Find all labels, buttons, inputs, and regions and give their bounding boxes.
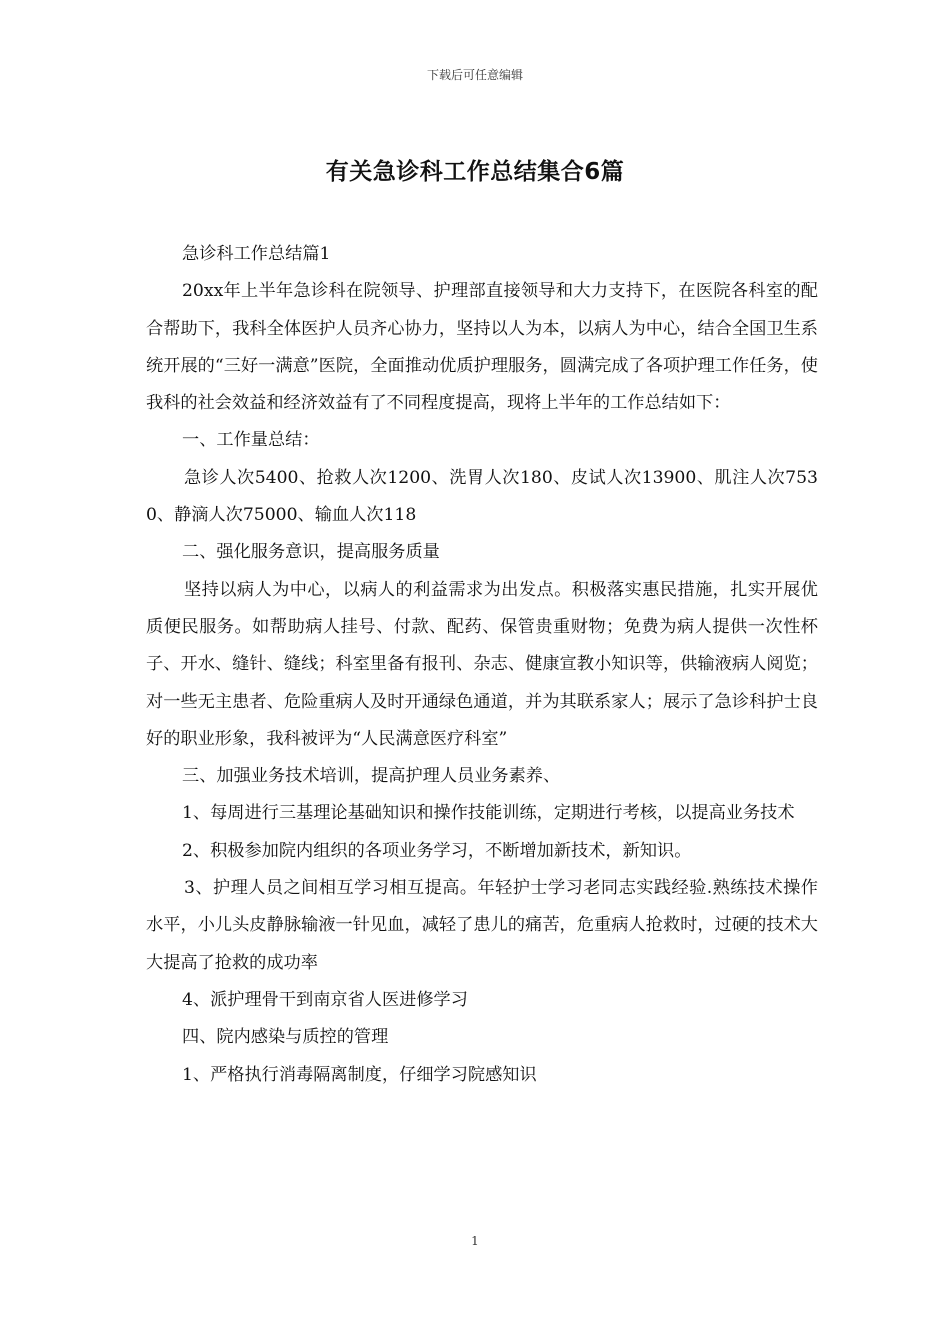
infection-item-1: 1、严格执行消毒隔离制度，仔细学习院感知识 xyxy=(182,1064,537,1085)
header-note: 下载后可任意编辑 xyxy=(426,68,523,82)
workload-paragraph: 急诊人次5400、抢救人次1200、洗胃人次180、皮试人次13900、肌注人次7530、静滴人次75000、输血人次118 xyxy=(146,467,818,526)
document-title: 有关急诊科工作总结集合6篇 xyxy=(325,159,625,185)
training-item-1: 1、每周进行三基理论基础知识和操作技能训练，定期进行考核，以提高业务技术 xyxy=(182,803,795,824)
training-item-2: 2、积极参加院内组织的各项业务学习，不断增加新技术，新知识。 xyxy=(182,840,692,861)
section-heading-workload: 一、工作量总结： xyxy=(182,430,320,451)
page-number: 1 xyxy=(471,1234,479,1248)
section-heading-1: 急诊科工作总结篇1 xyxy=(182,244,331,264)
section-heading-training: 三、加强业务技术培训，提高护理人员业务素养、 xyxy=(182,766,561,787)
intro-paragraph: 20xx年上半年急诊科在院领导、护理部直接领导和大力支持下，在医院各科室的配合帮助下，我科全体医护人员齐心协力，坚持以人为本，以病人为中心，结合全国卫生系统开展的“三好一满意”医院，全面推动优质护理服务，圆满完成了各项护理工作任务，使我科的社会效益和经济效益有了不同程度提高，现将上半年的工作总结如下： xyxy=(146,281,818,414)
section-heading-service: 二、强化服务意识，提高服务质量 xyxy=(182,542,440,563)
training-item-3: 3、护理人员之间相互学习相互提高。年轻护士学习老同志实践经验.熟练技术操作水平，小儿头皮静脉输液一针见血，减轻了患儿的痛苦，危重病人抢救时，过硬的技术大大提高了抢救的成功率 xyxy=(146,878,818,973)
training-item-4: 4、派护理骨干到南京省人医进修学习 xyxy=(182,989,468,1010)
service-paragraph: 坚持以病人为中心，以病人的利益需求为出发点。积极落实惠民措施，扎实开展优质便民服务。如帮助病人挂号、付款、配药、保管贵重财物；免费为病人提供一次性杯子、开水、缝针、缝线；科室里备有报刊、杂志、健康宣教小知识等，供输液病人阅览；对一些无主患者、危险重病人及时开通绿色通道，并为其联系家人；展示了急诊科护士良好的职业形象，我科被评为“人民满意医疗科室” xyxy=(146,579,818,749)
section-heading-infection: 四、院内感染与质控的管理 xyxy=(182,1027,389,1048)
document-body xyxy=(146,236,818,1094)
